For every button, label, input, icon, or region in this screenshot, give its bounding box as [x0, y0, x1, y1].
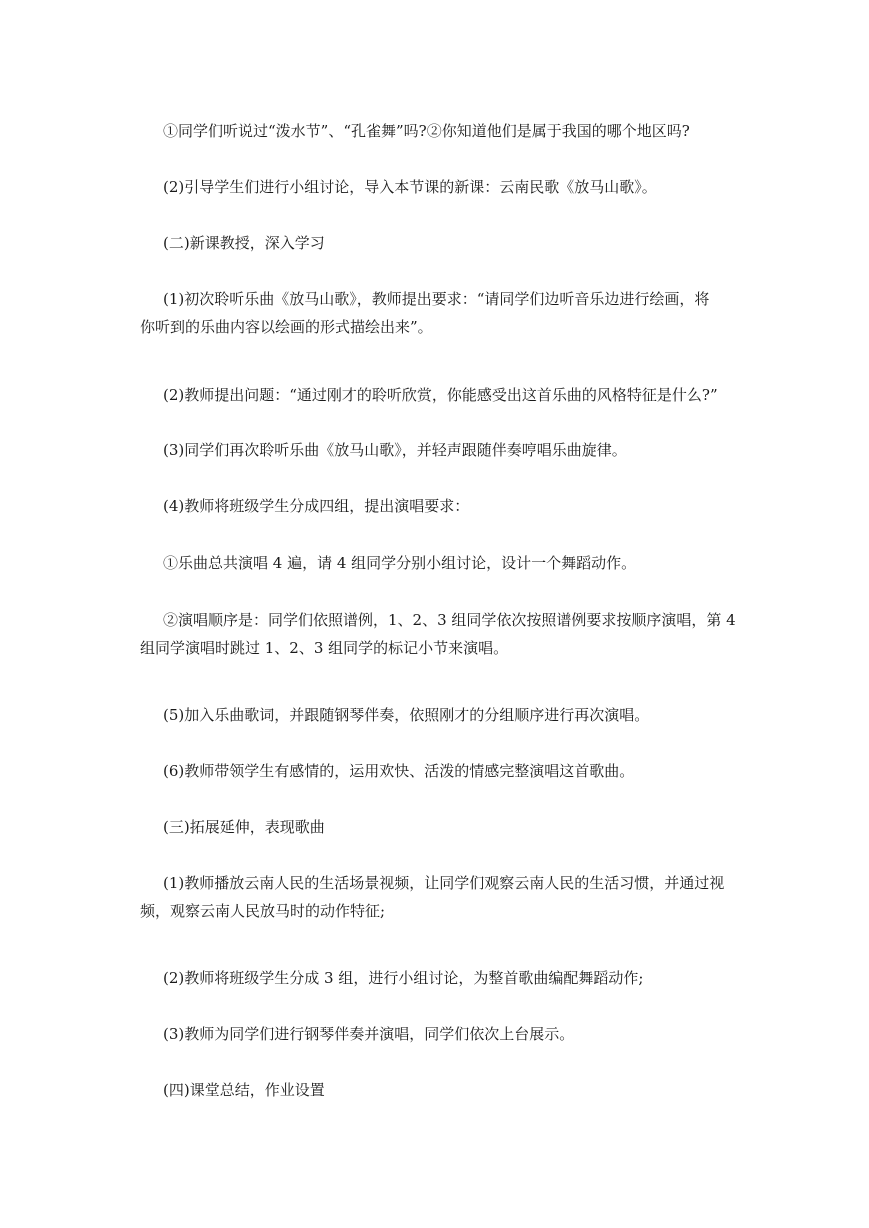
section-heading-summary — [163, 1076, 743, 1104]
text-line: (6)教师带领学生有感情的，运用欢快、活泼的情感完整演唱这首歌曲。 — [163, 762, 635, 780]
paragraph-question-intro — [163, 117, 743, 145]
paragraph-yunnan-video — [140, 869, 743, 925]
paragraph-piano-accompaniment — [163, 1020, 743, 1048]
text-line: (2)教师将班级学生分成 3 组，进行小组讨论，为整首歌曲编配舞蹈动作; — [163, 969, 644, 987]
text-line: 组同学演唱时跳过 1、2、3 组同学的标记小节来演唱。 — [140, 639, 509, 657]
text-line: (4)教师将班级学生分成四组，提出演唱要求： — [163, 497, 470, 515]
text-line: 你听到的乐曲内容以绘画的形式描绘出来”。 — [140, 318, 433, 336]
text-line: (1)初次聆听乐曲《放马山歌》，教师提出要求：“请同学们边听音乐边进行绘画，将 — [163, 290, 710, 308]
text-line: (三)拓展延伸，表现歌曲 — [163, 818, 325, 836]
text-line: (二)新课教授，深入学习 — [163, 234, 325, 252]
text-line: (3)教师为同学们进行钢琴伴奏并演唱，同学们依次上台展示。 — [163, 1025, 575, 1043]
section-heading-extension — [163, 813, 743, 841]
text-line: (四)课堂总结，作业设置 — [163, 1081, 325, 1099]
paragraph-emotional-singing — [163, 757, 743, 785]
paragraph-singing-order — [140, 606, 743, 662]
text-line: ①乐曲总共演唱 4 遍，请 4 组同学分别小组讨论，设计一个舞蹈动作。 — [163, 554, 637, 572]
text-line: ①同学们听说过“泼水节”、“孔雀舞”吗?②你知道他们是属于我国的哪个地区吗? — [163, 122, 690, 140]
text-line: ②演唱顺序是：同学们依照谱例，1、2、3 组同学依次按照谱例要求按顺序演唱，第 4 — [163, 611, 736, 629]
text-line: (3)同学们再次聆听乐曲《放马山歌》，并轻声跟随伴奏哼唱乐曲旋律。 — [163, 441, 627, 459]
paragraph-second-listening — [163, 436, 743, 464]
paragraph-add-lyrics — [163, 701, 743, 729]
text-line: (2)引导学生们进行小组讨论，导入本节课的新课：云南民歌《放马山歌》。 — [163, 178, 657, 196]
paragraph-first-listening — [140, 285, 743, 341]
paragraph-four-groups — [163, 492, 743, 520]
paragraph-teacher-question — [163, 381, 743, 409]
paragraph-three-groups — [163, 964, 743, 992]
section-heading-new-lesson — [163, 229, 743, 257]
text-line: (1)教师播放云南人民的生活场景视频，让同学们观察云南人民的生活习惯，并通过视 — [163, 874, 725, 892]
text-line: (2)教师提出问题：“通过刚才的聆听欣赏，你能感受出这首乐曲的风格特征是什么?” — [163, 386, 718, 404]
text-line: (5)加入乐曲歌词，并跟随钢琴伴奏，依照刚才的分组顺序进行再次演唱。 — [163, 706, 650, 724]
paragraph-group-discussion — [163, 173, 743, 201]
text-line: 频，观察云南人民放马时的动作特征; — [140, 902, 386, 920]
paragraph-sing-four-times — [163, 549, 743, 577]
